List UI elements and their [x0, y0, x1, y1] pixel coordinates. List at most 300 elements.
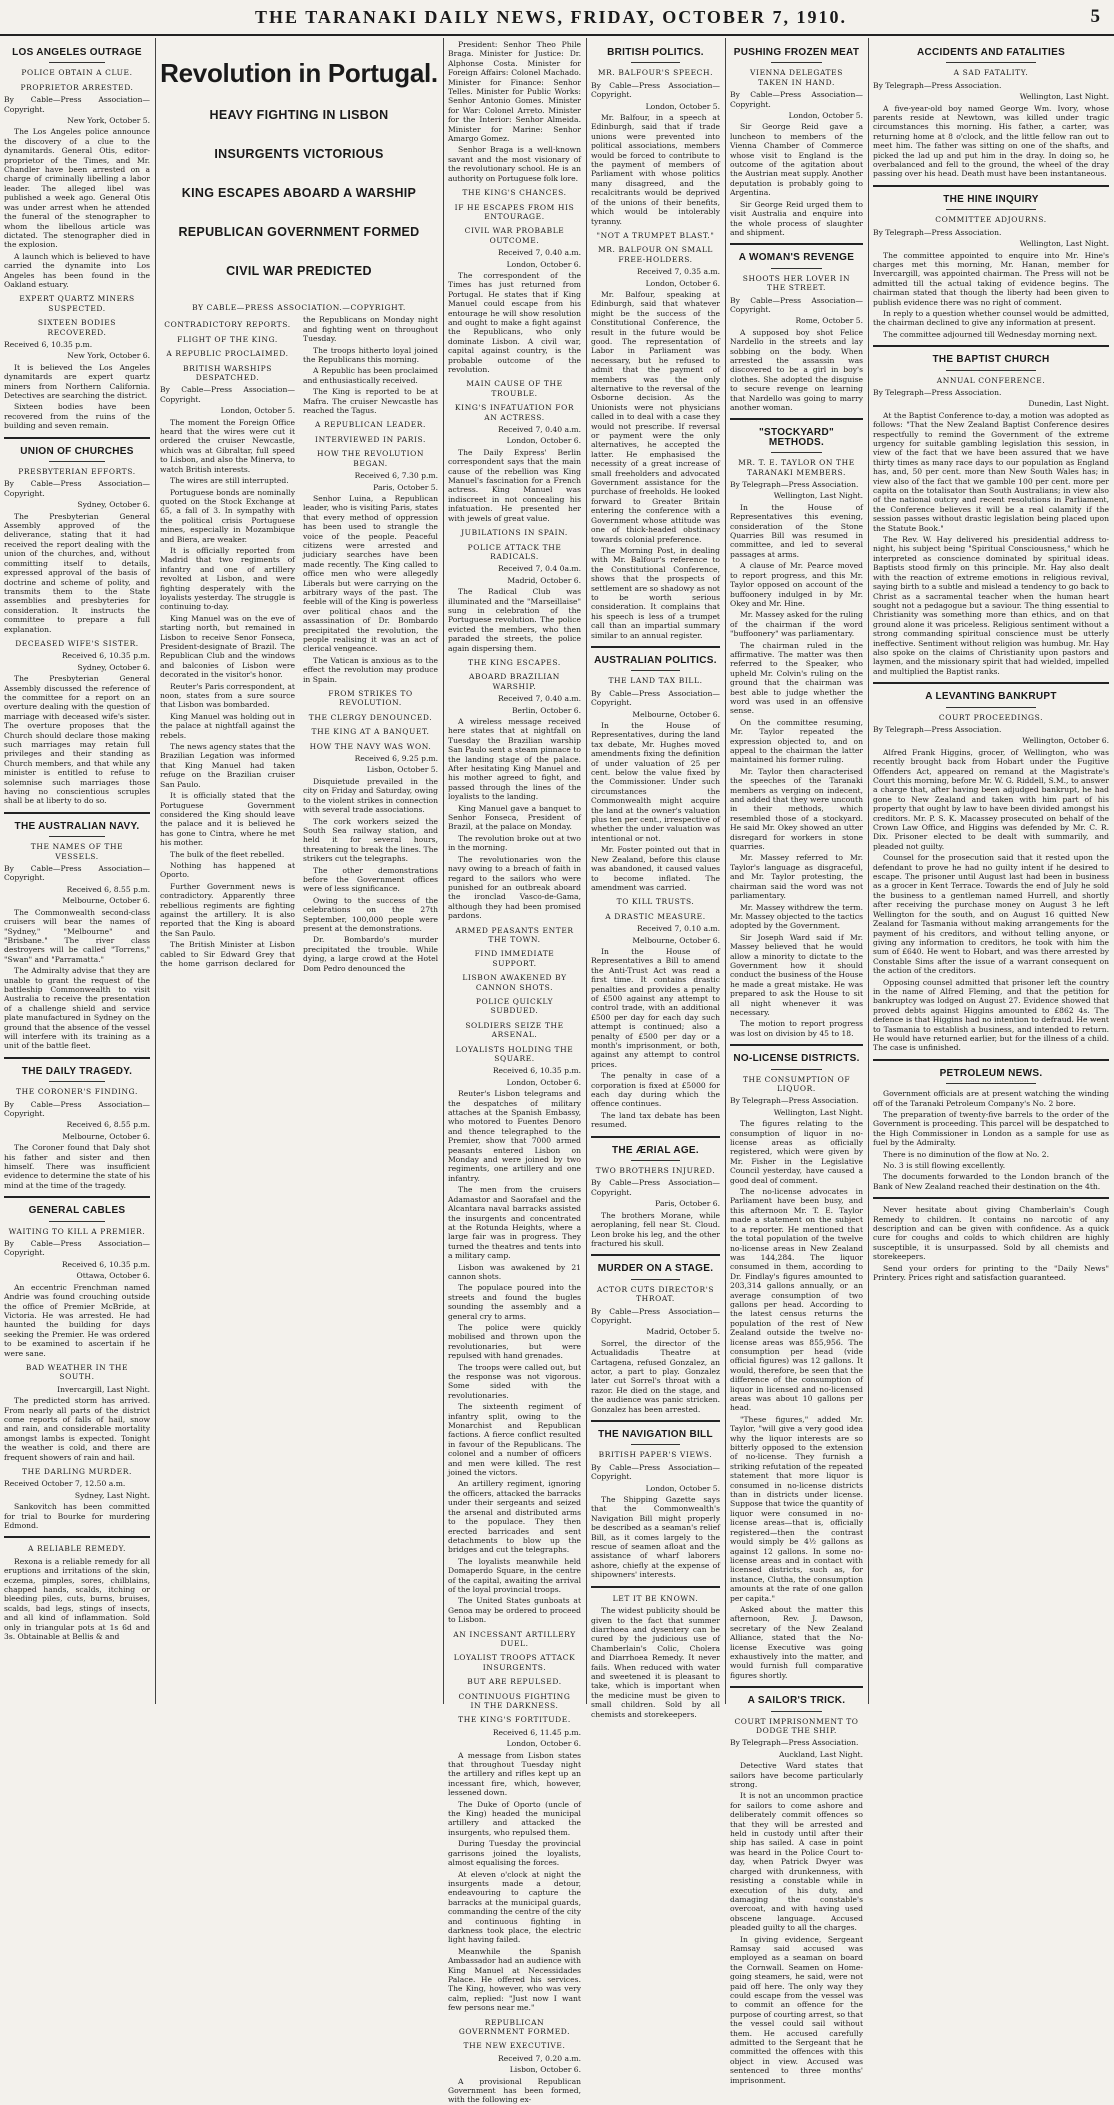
column-3: [448, 40, 581, 2105]
article-title: THE AUSTRALIAN NAVY.: [14, 820, 140, 832]
advertisement-text: Never hesitate about giving Chamberlain's Cough Remedy to children. It contains no narcotic of any description and can be given with confidence. As a quick cure for coughs and colds to which children are highly susceptible, it is unsurpassed. Sold by all chemists and storekeepers.: [873, 1205, 1109, 1262]
dateline: London, October 6.: [506, 1739, 581, 1749]
paragraph: A launch which is believed to have carried the dynamite into Los Angeles has been found in the Oakland estuary.: [4, 251, 150, 289]
subheading: PROPRIETOR ARRESTED.: [20, 82, 134, 92]
paragraph: Sankovitch has been committed for trial to Bourke for murdering Edmond.: [4, 1502, 150, 1531]
paragraph: The committee appointed to enquire into Mr. Hine's charges met this morning, Mr. Hanan, member for Invercargill, was appointed chairman. The Press will not be admitted till the actual taking of evidence begins. The chairman stated that though the liberty had been given to publish evidence there was no right of comment.: [873, 250, 1109, 307]
section-separator: [4, 1057, 150, 1059]
subheading: THE NAMES OF THE VESSELS.: [30, 842, 124, 861]
byline: By Telegraph—Press Association.: [873, 227, 1002, 237]
paragraph: Portuguese bonds are nominally quoted on the Stock Exchange at 65, a fall of 3. In sympathy with the political crisis Portuguese mines, especially in Mozambique and Biera, are weaker.: [160, 487, 295, 544]
subheading: THE LAND TAX BILL.: [608, 676, 703, 686]
article-title: UNION OF CHURCHES: [20, 445, 134, 457]
paragraph: At the Baptist Conference to-day, a motion was adopted as follows: "That the New Zealand Baptist Conference desires respectfully to remind the Government of the extreme urgency for suitable gambling legislation this session, in view of the fact that we have been assured that we have thirty times as many race days to our population as England has, and, 50 per cent. more than New South Wales has; in view also of the fact that we gamble 100 per cent. more per capita on the totalisator than South Australians; in view also of the national outcry and recent resolutions in Parliament, the Conference believes it will be a real calamity if the session passes without drastic legislation being placed upon the Statute Book.": [873, 410, 1109, 533]
newspaper-title: THE TARANAKI DAILY NEWS, FRIDAY, OCTOBER 7, 1910.: [255, 7, 847, 27]
dateline: Wellington, Last Night.: [773, 1107, 863, 1117]
paragraph: The police were quickly mobilised and thrown upon the revolutionaries, but were repulsed with hand grenades.: [448, 1322, 581, 1361]
subheading: REPUBLICAN GOVERNMENT FORMED.: [458, 2017, 571, 2036]
subheading: THE CLERGY DENOUNCED.: [308, 712, 433, 722]
divider: [946, 209, 1036, 210]
headline-deck: HEAVY FIGHTING IN LISBON: [209, 108, 389, 122]
subheading: THE NEW EXECUTIVE.: [463, 2041, 566, 2051]
paragraph: A clause of Mr. Pearce moved to report progress, and this Mr. Taylor opposed on account of the buffoonery indulged in by Mr. Okey and Mr. Hine.: [730, 561, 863, 608]
received-line: Received 7, 0.40 a.m.: [498, 694, 581, 704]
paragraph: Mr. Massey withdrew the term. Mr. Massey objected to the tactics adopted by the Government.: [730, 902, 863, 931]
subheading: MAIN CAUSE OF THE TROUBLE.: [466, 379, 563, 398]
received-line: Received 6, 10.35 p.m.: [4, 339, 93, 349]
subheading: A DRASTIC MEASURE.: [605, 911, 706, 921]
byline: By Cable—Press Association—Copyright.: [730, 295, 863, 314]
section-separator: [873, 1059, 1109, 1061]
dateline: Invercargill, Last Night.: [57, 1384, 150, 1394]
divider: [771, 268, 822, 269]
subheading: COURT IMPRISONMENT TO DODGE THE SHIP.: [734, 1716, 859, 1735]
article-title: ACCIDENTS AND FATALITIES: [916, 47, 1066, 58]
byline: By Cable—Press Association—Copyright.: [591, 1178, 720, 1197]
received-line: Received 7, 0.40 a.m.: [498, 248, 581, 258]
subheading: CONTRADICTORY REPORTS.: [164, 320, 291, 330]
section-separator: [591, 1254, 720, 1256]
paragraph: The land tax debate has been resumed.: [591, 1110, 720, 1130]
received-line: Received 6, 10.35 p.m.: [61, 651, 150, 661]
subheading: HOW THE NAVY WAS WON.: [309, 741, 432, 751]
subheading: FLIGHT OF THE KING.: [177, 334, 278, 344]
subheading: TWO BROTHERS INJURED.: [595, 1166, 716, 1176]
article-title: A WOMAN'S REVENGE: [738, 252, 855, 264]
paragraph: President: Senhor Theo Phile Braga. Minister for Justice: Dr. Alphonse Costa. Minister for Foreign Affairs: Colonel Machado. Minister for Finance: Senhor Telles. Minister for Public Works: Senhor Antonio Gomes. Minister for War: Colonel Arreto. Minister for the Interior: Senhor Almeida. Minister for Marine: Senhor Amargo Gomez.: [448, 40, 581, 144]
article-title: "STOCKYARD" METHODS.: [758, 427, 835, 448]
headline-deck: INSURGENTS VICTORIOUS: [214, 147, 384, 161]
subheading: ARMED PEASANTS ENTER THE TOWN.: [455, 925, 574, 944]
byline: By Cable—Press Association—Copyright.: [730, 90, 863, 109]
dateline: Rome, October 5.: [795, 316, 863, 326]
subheading: VIENNA DELEGATES TAKEN IN HAND.: [750, 68, 843, 87]
divider: [631, 62, 680, 63]
dateline: Auckland, Last Night.: [779, 1749, 863, 1759]
paragraph: The Morning Post, in dealing with Mr. Balfour's reference to the Constitutional Conference, shows that the prospects of settlement are so shadowy as not to be worth serious consideration. It complains that his speech is less of a trumpet call than an impartial summary similar to an annual register.: [591, 545, 720, 640]
subheading: FIND IMMEDIATE SUPPORT.: [474, 949, 555, 968]
subheading: THE KING'S CHANCES.: [462, 188, 567, 198]
subheading: PRESBYTERIAN EFFORTS.: [18, 467, 136, 477]
paragraph: The predicted storm has arrived. From nearly all parts of the district come reports of falls of hail, snow and rain, and considerable mortality amongst lambs is expected. Tonight the weather is cold, and there are frequent showers of rain and hail.: [4, 1396, 150, 1462]
received-line: Received 6, 10.35 p.m.: [492, 1066, 581, 1076]
paragraph: The populace poured into the streets and found the bugles sounding the assembly and a general cry to arms.: [448, 1283, 581, 1321]
dateline: Melbourne, October 6.: [632, 935, 720, 945]
paragraph: Sir George Reid gave a luncheon to members of the Vienna Chamber of Commerce whose visit to England is the outcome of the agitation about the Austrian meat supply. Another deputation is probably going to Argentina.: [730, 122, 863, 198]
divider: [631, 670, 680, 671]
byline: By Telegraph—Press Association.: [873, 80, 1002, 90]
received-line: Received 7, 0.20 a.m.: [498, 2053, 581, 2063]
paragraph: The moment the Foreign Office heard that the wires were cut it ordered the cruiser Newcastle, which was at Gibraltar, full speed to Lisbon, and also the Minerva, to watch British interests.: [160, 417, 295, 474]
article-title: THE ÆRIAL AGE.: [612, 1144, 699, 1156]
subheading: BRITISH WARSHIPS DESPATCHED.: [183, 363, 272, 383]
paragraph: King Manuel gave a banquet to Senhor Fonseca, President of Brazil, at the palace on Monday.: [448, 803, 581, 832]
subheading: POLICE OBTAIN A CLUE.: [21, 68, 133, 78]
article-title: A SAILOR'S TRICK.: [747, 1695, 846, 1707]
paragraph: Reuter's Lisbon telegrams and the despatches of military attaches at the Spanish Embassy, who motored to Fuentes Denoro and thence telegraphed to the Premier, show that 7000 armed peasants entered Lisbon on Monday and were joined by two regiments, one artillery and one infantry.: [448, 1089, 581, 1183]
paragraph: The brothers Morane, while aeroplaning, fell near St. Cloud. Leon broke his leg, and the other fractured his skull.: [591, 1210, 720, 1248]
divider: [946, 707, 1036, 708]
divider: [631, 1160, 680, 1161]
column-4: [591, 40, 720, 1719]
dateline: London, October 6.: [645, 278, 720, 288]
paragraph: The revolution broke out at two in the morning.: [448, 833, 581, 853]
article-title: GENERAL CABLES: [28, 1205, 126, 1217]
subheading: DECEASED WIFE'S SISTER.: [15, 638, 139, 648]
advertisement-text: Send your orders for printing to the "Daily News" Printery. Prices right and satisfaction guaranteed.: [873, 1263, 1109, 1283]
subheading: CIVIL WAR PROBABLE OUTCOME.: [464, 226, 565, 245]
paragraph: Senhor Braga is a well-known savant and the most visionary of the revolutionary school. He is an authority on Portuguese folk lore.: [448, 145, 581, 183]
paragraph: Senhor Luina, a Republican leader, who is visiting Paris, states that every method of oppression has been used to strangle the voice of the people. Peaceful citizens were arrested and judiciary searches have been made recently. The King called to office men who were allegedly Liberals but were carrying on the arbitrary ways of the past. The feeble will of the King is powerless over political chaos and the assassination of Dr. Bombardo precipitated the revolution, the people realising it was an act of clerical vengeance.: [303, 493, 438, 654]
paragraph: The sixteenth regiment of infantry split, owing to the Monarchist and Republican factions. A fierce conflict resulted in favour of the Republicans. The colonel and a number of officers and men were killed. The rest joined the victors.: [448, 1402, 581, 1478]
paragraph: The cork workers seized the South Sea railway station, and held it for several hours, threatening to break the lines. The strikers cut the telegraphs.: [303, 816, 438, 864]
dateline: Sydney, October 6.: [77, 662, 150, 672]
dateline: Madrid, October 6.: [507, 575, 581, 585]
subheading: IF HE ESCAPES FROM HIS ENTOURAGE.: [454, 202, 575, 221]
subheading: WAITING TO KILL A PREMIER.: [8, 1226, 146, 1236]
subheading: EXPERT QUARTZ MINERS SUSPECTED.: [19, 294, 135, 313]
paragraph: The King is reported to be at Mafra. The cruiser Newcastle has reached the Tagus.: [303, 387, 438, 416]
dateline: London, October 6.: [506, 1077, 581, 1087]
paragraph: The chairman ruled in the affirmative. The matter was then referred to the Speaker, who upheld Mr. Colvin's ruling on the ground that the chairman was best able to judge whether the word was used in an offensive sense.: [730, 640, 863, 716]
paragraph: On the committee resuming, Mr. Taylor repeated the expression objected to, and on appeal to the chairman the latter maintained his former ruling.: [730, 717, 863, 765]
received-line: Received October 7, 12.50 a.m.: [4, 1479, 126, 1489]
divider: [49, 62, 104, 63]
byline: By Cable—Press Association—Copyright.: [591, 1462, 720, 1482]
paragraph: The troops hitherto loyal joined the Republicans this morning.: [303, 345, 438, 365]
paragraph: Detective Ward states that sailors have become particularly strong.: [730, 1761, 863, 1790]
paragraph: The Shipping Gazette says that the Commonwealth's Navigation Bill might properly be described as a seaman's relief Bill, as it comes largely to the rescue of seamen afloat and the assistance of wharf laborers ashore, chiefly at the expense of shipowners' interests.: [591, 1495, 720, 1580]
subheading: AN INCESSANT ARTILLERY DUEL.: [453, 1629, 576, 1648]
section-separator: [873, 682, 1109, 684]
byline: By Cable—Press Association—Copyright.: [160, 385, 295, 404]
section-separator: [4, 437, 150, 439]
subheading: HOW THE REVOLUTION BEGAN.: [316, 449, 425, 468]
subheading: SOLDIERS SEIZE THE ARSENAL.: [465, 1020, 564, 1040]
section-separator: [4, 812, 150, 814]
article-title: THE BAPTIST CHURCH: [932, 354, 1050, 366]
dateline: New York, October 6.: [67, 351, 150, 361]
dateline: London, October 5.: [645, 101, 720, 111]
subheading: COMMITTEE ADJOURNS.: [935, 215, 1047, 225]
paragraph: The preparation of twenty-five barrels to the order of the Government is proceeding. This parcel will be despatched to the High Commissioner in London as a sample for use as fuel by the Admiralty.: [873, 1110, 1109, 1148]
paragraph: Government officials are at present watching the winding off of the Taranaki Petroleum Company's No. 2 bore.: [873, 1089, 1109, 1108]
received-line: Received 6, 9.25 p.m.: [354, 754, 438, 764]
advertisement-heading: A RELIABLE REMEDY.: [27, 1544, 127, 1554]
paragraph: "These figures," added Mr. Taylor, "will give a very good idea why the liquor interests are so bitterly opposed to the extension of no-license. They furnish a striking refutation of the repeated statement that more liquor is consumed in no-license districts than in districts under license. Suppose that twice the quantity of liquor were consumed in no-license areas—that is, officially registered—then the contrast would simply be 4½ gallons as against 12 gallons. In some no-license areas and in contact with licensed districts, such as, for instance, Clutha, the consumption amounts at the rate of one gallon per capita.": [730, 1414, 863, 1603]
paragraph: The Vatican is anxious as to the effect the revolution may produce in Spain.: [303, 655, 438, 684]
paragraph: Sorrel, the director of the Actualidadis Theatre at Cartagena, refused Gonzalez, an actor, a part to play. Gonzalez later cut Sorrel's throat with a razor. He died on the stage, and the audience was panic stricken. Gonzalez has been arrested.: [591, 1338, 720, 1414]
received-line: Received 6, 8.55 p.m.: [66, 1120, 150, 1130]
paragraph: The loyalists meanwhile held Domaperdo Square, in the centre of the capital, awaiting the arrival of the loyal provincial troops.: [448, 1556, 581, 1594]
column-rule: [155, 38, 156, 1704]
dateline: London, October 6.: [506, 436, 581, 446]
paragraph: The other demonstrations before the Government offices were of less significance.: [303, 865, 438, 894]
divider: [946, 370, 1036, 371]
divider: [946, 62, 1036, 63]
byline: By Cable—Press Association—Copyright.: [4, 864, 150, 883]
subheading: COURT PROCEEDINGS.: [938, 712, 1044, 722]
subheading: LOYALIST TROOPS ATTACK INSURGENTS.: [453, 1653, 576, 1672]
paragraph: Counsel for the prosecution said that it rested upon the defendant to prove he had no guilty intent if he desired to escape. The prisoner until August last had been in business as a grocer in Kent Terrace. Towards the end of July he sold the business to a gentleman named Hurrell, and shortly after receiving the purchase money on August 3 he left Wellington for the south, and on August 16 quitted New Zealand for Tasmania without making arrangements for the payment of his creditors, and without telling anyone, or giving any information to creditors, he took with him the sum of £640. He went to Hobart, and was there arrested by Constable Sims after the issue of a warrant consequent on the action of the creditors.: [873, 853, 1109, 976]
paragraph: In the House of Representatives a Bill to amend the Anti-Trust Act was read a first time. It contains drastic penalties and provides a penalty of £500 against any attempt to control trade, with an additional £500 per day for each day such attempt is continued; also a penalty of £500 per day or a month's imprisonment, or both, against any attempt to control prices.: [591, 946, 720, 1069]
headline-deck: REPUBLICAN GOVERNMENT FORMED: [178, 225, 420, 239]
paragraph: The Commonwealth second-class cruisers will bear the names of "Sydney," "Melbourne" and "Brisbane." The river class destroyers will be called "Torrens," "Swan" and "Parramatta.": [4, 907, 150, 964]
divider: [631, 1444, 680, 1445]
article-title: LOS ANGELES OUTRAGE: [12, 47, 142, 58]
paragraph: It is not an uncommon practice for sailors to come ashore and deliberately commit offences so that they will be arrested and held in custody until after their ship has sailed. A case in point was heard in the Police Court to-day, when Patrick Dwyer was charged with drunkenness, with resisting a constable while in execution of his duty, and damaging the constable's overcoat, and with having used obscene language. Accused pleaded guilty to all the charges.: [730, 1791, 863, 1933]
subheading: BRITISH PAPER'S VIEWS.: [598, 1450, 713, 1460]
dateline: Wellington, Last Night.: [1019, 239, 1109, 249]
subheading: THE CONSUMPTION OF LIQUOR.: [742, 1074, 851, 1093]
section-separator: [4, 1536, 150, 1538]
byline: By Cable—Press Association—Copyright.: [4, 479, 150, 498]
divider: [49, 836, 104, 837]
paragraph: Mr. Massey referred to Mr. Taylor's language as disgraceful, and Mr. Taylor protesting, the chairman said the word was not parliamentary.: [730, 853, 863, 901]
paragraph: Opposing counsel admitted that prisoner left the country in the name of Alfred Fleming, and that the petition for bankruptcy was lodged on August 27. Evidence showed that proved debts against Higgins amounted to £862 4s. The defence is that Higgins had no intention to defraud. He went to Tasmania to establish a business, and intended to return. He would have returned earlier, but for the illness of a child. The case is unfinished.: [873, 977, 1109, 1053]
paragraph: The Presbyterian General Assembly discussed the reference of the committee for a report on an overture dealing with the question of marriage with deceased wife's sister. The overture proposes that the Church should declare those making such marriages may retain full privileges and their standing as Church members, and that while any minister is entitled to refuse to solemnise such marriages those having no conscientious scruples shall be at liberty to do so.: [4, 674, 150, 806]
section-separator: [591, 1420, 720, 1422]
article-title: A LEVANTING BANKRUPT: [925, 691, 1057, 703]
subheading: CONTINUOUS FIGHTING IN THE DARKNESS.: [458, 1691, 571, 1710]
divider: [771, 1069, 822, 1070]
divider: [49, 461, 104, 462]
article-title: THE DAILY TRAGEDY.: [21, 1065, 133, 1077]
paragraph: Mr. Foster pointed out that in New Zealand, before this clause was abandoned, it caused values to become inflated. The amendment was carried.: [591, 845, 720, 892]
subheading: MR. BALFOUR'S SPEECH.: [597, 68, 714, 78]
dateline: Melbourne, October 6.: [62, 896, 150, 906]
paragraph: The Presbyterian General Assembly approved of the deliverance, stating that it had received the report dealing with the union of the churches, and, without committing itself to details, expressed approval of the basis of doctrine and scheme of polity, and transmits them to the State assemblies and presbyteries for consideration. It instructs the committee to prepare a full explanation.: [4, 511, 150, 634]
article-title: NO-LICENSE DISTRICTS.: [733, 1053, 860, 1065]
byline: By Cable—Press Association—Copyright.: [4, 1239, 150, 1258]
byline: By Cable—Press Association—Copyright.: [591, 688, 720, 708]
article-title: THE NAVIGATION BILL: [598, 1429, 713, 1440]
section-separator: [4, 1196, 150, 1198]
dateline: New York, October 5.: [67, 116, 150, 126]
divider: [49, 1221, 104, 1222]
paragraph: The news agency states that the Brazilian Legation was informed that King Manuel had taken refuge on the Brazilian cruiser San Paulo.: [160, 742, 295, 789]
paragraph: King Manuel was holding out in the palace at nightfall against the rebels.: [160, 711, 295, 740]
article-title: PETROLEUM NEWS.: [939, 1067, 1043, 1079]
paragraph: The bulk of the fleet rebelled.: [170, 849, 285, 859]
subheading: ANNUAL CONFERENCE.: [936, 375, 1046, 385]
paragraph: The Coroner found that Daly shot his father and sister and then himself. There was insufficient evidence to determine the state of his mind at the time of the tragedy.: [4, 1143, 150, 1190]
paragraph: During Tuesday the provincial garrisons joined the loyalists, almost equalising the forces.: [448, 1839, 581, 1868]
paragraph: Sir Joseph Ward said if Mr. Massey believed that he would allow a minority to dictate to the Government how it should conduct the business of the House he made a great mistake. He was prepared to ask the House to sit all night whenever it was necessary.: [730, 932, 863, 1017]
received-line: Received 7, 0.40 a.m.: [498, 425, 581, 435]
paragraph: The Admiralty advise that they are unable to grant the request of the battleship Commonwealth to visit Australia to receive the presentation of a challenge shield and service plate manufactured in Sydney on the ground that the absence of the vessel will interfere with its training as a unit of the battle fleet.: [4, 966, 150, 1051]
paragraph: The Los Angeles police announce the discovery of a clue to the dynamitards. General Otis, editor-proprietor of the Times, and Mr. Chandler have been arrested on a charge of criminally libelling a labor leader. The alleged libel was published a week ago. General Otis was under arrest when he attended the funeral of the stenographer to whom the libellous article was dictated. The stenographer died in the explosion.: [4, 127, 150, 250]
lead-article-body: [160, 315, 438, 973]
byline: By Cable—Press Association—Copyright.: [4, 1099, 150, 1118]
paragraph: The Duke of Oporto (uncle of the King) headed the municipal artillery and attacked the insurgents, who repulsed them.: [448, 1799, 581, 1837]
divider: [49, 1081, 104, 1082]
paragraph: Mr. Massey asked for the ruling of the chairman if the word "buffoonery" was parliamentary.: [730, 610, 863, 639]
main-headline: Revolution in Portugal.: [160, 58, 438, 88]
byline: By Telegraph—Press Association.: [730, 480, 859, 490]
paragraph: It is officially reported from Madrid that two regiments of infantry and one of artillery revolted at Lisbon, and were fighting desperately with the loyalists yesterday. The struggle is continuing to-day.: [160, 545, 295, 612]
paragraph: A supposed boy shot Felice Nardello in the streets and lay sobbing on the body. When arrested the assassin was discovered to be a girl in boy's clothes. She adopted the disguise to secure revenge on learning that Nardello was going to marry another woman.: [730, 327, 863, 412]
paragraph: There is no diminution of the flow at No. 2.: [883, 1149, 1050, 1159]
paragraph: The Radical Club was illuminated and the "Marseillaise" sung in celebration of the Portuguese revolution. The police evicted the members, who then paraded the streets, the police again dispersing them.: [448, 587, 581, 653]
column-2: [160, 40, 438, 1704]
subheading: A SAD FATALITY.: [953, 68, 1029, 78]
subheading: BUT ARE REPULSED.: [467, 1677, 562, 1687]
advertisement-text: Rexona is a reliable remedy for all eruptions and irritations of the skin, eczema, pimples, sores, chilblains, chapped hands, scalds, itching or bleeding piles, cuts, burns, bruises, scalds, bad legs, stings of insects, and all kind of inflammation. Sold only in triangular pots at 1s 6d and 3s. Obtainable at Bellis & and: [4, 1556, 150, 1642]
column-rule: [725, 38, 726, 1704]
dateline: Lisbon, October 6.: [509, 2065, 581, 2075]
paragraph: Nothing has happened at Oporto.: [160, 860, 295, 880]
paragraph: In the House of Representatives, during the land tax debate, Mr. Hughes moved amendments fixing the definition of under valuation of 25 per cent. below the value fixed by the Commissioner. Under such circumstances the Commonwealth might acquire the land at the owner's valuation plus ten per cent., irrespective of whether the under valuation was intentional or not.: [591, 721, 720, 843]
section-separator: [591, 1136, 720, 1138]
paragraph: The Rev. W. Hay delivered his presidential address to-night, his subject being "Spiritual Consciousness," which he interpreted as conscience dominated by spiritual ideas. Baptists stood firmly on this principle. Mr. Hay also dealt with the reaction of extreme emotions in religious revival, saying birth to a subtle and mislead a tendency to go back to Christ as a sacramental teacher when the human heart sought not a pedagogue but a saviour. The thing essential to Christianity was something more than ethics, and on that ground alone it was priceless. Religious sentiment without a strong commanding spiritual conscience must be utterly ineffective. Sentiment without religion was humbug. Mr. Hay also spoke on the claims of Christianity upon pastors and laymen, and the missionary spirit that had wielded, impelled and multiplied the Baptist ranks.: [873, 535, 1109, 676]
received-line: Received 7, 0.4 0a.m.: [498, 564, 581, 574]
paragraph: A Republic has been proclaimed and enthusiastically received.: [303, 366, 438, 385]
paragraph: A provisional Republican Government has been formed, with the following ex-: [448, 2076, 581, 2105]
section-separator: [591, 646, 720, 648]
subheading: SHOOTS HER LOVER IN THE STREET.: [742, 273, 851, 293]
section-separator: [873, 345, 1109, 347]
masthead: [0, 0, 1114, 36]
subheading: THE KING ESCAPES.: [468, 657, 561, 667]
paragraph: No. 3 is still flowing excellently.: [883, 1161, 1006, 1171]
section-separator: [730, 1044, 863, 1046]
divider: [946, 1083, 1036, 1084]
dateline: Paris, October 5.: [373, 482, 438, 492]
subheading: A REPUBLICAN LEADER.: [314, 420, 427, 430]
byline: By Cable—Press Association—Copyright.: [591, 1306, 720, 1325]
received-line: Received 7, 0.35 a.m.: [637, 267, 720, 277]
dateline: Wellington, Last Night.: [1019, 92, 1109, 102]
dateline: Dunedin, Last Night.: [1028, 399, 1109, 409]
advertisement-text: The widest publicity should be given to the fact that summer diarrhoea and dysentery can be cured by the judicious use of Chamberlain's Colic, Cholera and Diarrhoea Remedy. It never fails. When reduced with water and sweetened it is pleasant to take, which is important when the medicine must be given to small children. Sold by all chemists and storekeepers.: [591, 1606, 720, 1719]
paragraph: Meanwhile the Spanish Ambassador had an audience with King Manuel at Necessidades Palace. He offered his services. The King, however, who was very calm, replied: "Just now I want few persons near me.": [448, 1946, 581, 2013]
paragraph: In giving evidence, Sergeant Ramsay said accused was employed as a seaman on board the Cornwall. Seamen on Home-going steamers, he said, were not paid off here. The only way they could escape from the vessel was to commit an offence for the purpose of courting arrest, so that the vessel could sail without them. He accused carefully admitted to the Sergeant that he committed the offences with this object in view. Accused was sentenced to three months' imprisonment.: [730, 1934, 863, 2085]
dateline: Melbourne, October 6.: [632, 709, 720, 719]
subheading: "NOT A TRUMPET BLAST.": [596, 230, 715, 240]
subheading: SIXTEEN BODIES RECOVERED.: [37, 318, 117, 337]
subheading: BAD WEATHER IN THE SOUTH.: [25, 1362, 129, 1382]
section-separator: [591, 1586, 720, 1588]
paragraph: In reply to a question whether counsel would be admitted, the chairman declined to give any information at present.: [873, 308, 1109, 328]
subheading: THE KING'S FORTITUDE.: [458, 1715, 571, 1725]
paragraph: The troops were called out, but the response was not vigorous. Some sided with the revolutionaries.: [448, 1362, 581, 1400]
section-separator: [730, 418, 863, 420]
subheading: LISBON AWAKENED BY CANNON SHOTS.: [462, 973, 567, 992]
column-5: [730, 40, 863, 2085]
subheading: A REPUBLIC PROCLAIMED.: [166, 349, 289, 359]
byline: BY CABLE—PRESS ASSOCIATION.—COPYRIGHT.: [192, 303, 406, 312]
subheading: INTERVIEWED IN PARIS.: [315, 434, 426, 444]
paragraph: Mr. Balfour, speaking at Edinburgh, said that whatever might be the success of the Constitutional Conference, the result in the future would be good. The representation of Labor in Parliament was necessary, but he refused to admit that the payment of members was the only alternative to the reversal of the Osborne decision. As the Unionists were not physicians called in to deal with a case they would not prescribe. If reversal or payment were the only alternatives, he accepted the latter. He emphasised the necessity of a great increase of small freeholders and advocated Government assistance for the purchase of freeholds. He looked forward to Greater Britain entering the conference with a Government whose attitude was one of thick-headed obstinacy towards colonial preference.: [591, 289, 720, 544]
subheading: FROM STRIKES TO REVOLUTION.: [328, 689, 413, 708]
divider: [771, 62, 822, 63]
subheading: POLICE QUICKLY SUBDUED.: [475, 996, 554, 1016]
byline: By Cable—Press Association—Copyright.: [591, 80, 720, 100]
subheading: ABOARD BRAZILIAN WARSHIP.: [469, 672, 560, 691]
subheading: KING'S INFATUATION FOR AN ACTRESS.: [454, 403, 575, 422]
dateline: Wellington, October 6.: [1022, 736, 1109, 746]
advertisement-heading: LET IT BE KNOWN.: [612, 1593, 699, 1603]
section-separator: [873, 185, 1109, 187]
byline: By Telegraph—Press Association.: [730, 1738, 859, 1748]
paragraph: Sir George Reid urged them to visit Australia and enquire into the whole process of slaughter and shipment.: [730, 199, 863, 237]
paragraph: Reuter's Paris correspondent, at noon, states from a sure source that Lisbon was bombarded.: [160, 681, 295, 710]
dateline: Sydney, Last Night.: [74, 1490, 150, 1500]
column-rule: [586, 38, 587, 1704]
paragraph: King Manuel was on the eve of starting north, but remained in Lisbon to receive Senor Fonseca, President-designate of Brazil. The Republican Club and the windows and balconies of Lisbon were decorated in the visitor's honor.: [160, 613, 295, 680]
received-line: Received 6, 11.45 p.m.: [492, 1727, 581, 1737]
divider: [631, 1279, 680, 1280]
paragraph: Lisbon was awakened by 21 cannon shots.: [448, 1262, 581, 1281]
column-6: [873, 40, 1109, 1704]
paragraph: The no-license advocates in Parliament have been busy, and this afternoon Mr. T. E. Taylor made a statement on the subject to a reporter. He mentioned that the total population of the twelve no-license areas in New Zealand was 144,284. The liquor consumed in them, according to Dr. Findlay's figures amounted to 203,314 gallons annually, or an average consumption of two gallons per head. According to the latest census returns the population of the rest of New Zealand outside the twelve no-license areas was 855,956. The consumption per head (vide official figures) was 12 gallons. It would, therefore, be seen that the difference of the consumption of liquor in licensed and no-licensed areas was about 10 gallons per head.: [730, 1187, 863, 1413]
subheading: ACTOR CUTS DIRECTOR'S THROAT.: [596, 1284, 715, 1304]
dateline: London, October 5.: [220, 406, 295, 416]
section-separator: [730, 243, 863, 245]
subheading: LOYALISTS HOLDING THE SQUARE.: [455, 1044, 574, 1063]
paragraph: Mr. Taylor then characterised the speeches of the Taranaki members as verging on indecent, and added that they were uncouth in their methods, which resembled those of a stockyard. He said Mr. Okey showed an utter disregard for workers in stone quarries.: [730, 766, 863, 852]
dateline: Melbourne, October 6.: [62, 1131, 150, 1141]
subheading: MR. BALFOUR ON SMALL FREE-HOLDERS.: [598, 245, 713, 264]
subheading: POLICE ATTACK THE RADICALS.: [467, 542, 562, 561]
column-rule: [868, 38, 869, 1704]
subheading: MR. T. E. TAYLOR ON THE TARANAKI MEMBERS.: [738, 458, 855, 477]
paragraph: A wireless message received here states that at nightfall on Tuesday the Brazilian warship San Paulo sent a steam pinnace to the landing stage of the palace. After hesitating King Manuel and his mother agreed to fight, and passed through the lines of the loyalists to the landing.: [448, 717, 581, 802]
page-number: 5: [1090, 6, 1100, 27]
byline: By Telegraph—Press Association.: [873, 724, 1002, 734]
paragraph: The figures relating to the consumption of liquor in no-license areas as officially registered, which were given by Mr. Fisher in the Legislative Council yesterday, have caused a good deal of comment.: [730, 1119, 863, 1185]
paragraph: In the House of Representatives this evening, consideration of the Stone Quarries Bill was resumed in committee, and led to several passages at arms.: [730, 502, 863, 559]
paragraph: The motion to report progress was lost on division by 45 to 18.: [730, 1019, 863, 1038]
dateline: London, October 6.: [506, 259, 581, 269]
paragraph: It is believed the Los Angeles dynamitards are expert quartz miners from Northern California. Detectives are searching the district.: [4, 362, 150, 400]
byline: By Cable—Press Association—Copyright.: [4, 95, 150, 114]
divider: [771, 1711, 822, 1712]
section-separator: [873, 1197, 1109, 1199]
paragraph: Mr. Balfour, in a speech at Edinburgh, said that if trade unions were prevented into political associations, members would be forced to contribute to the payment of members of Parliament with whose politics many disagreed, and the recalcitrants would be deprived of the unions of their benefits, which would be intolerably tyranny.: [591, 113, 720, 226]
subheading: TO KILL TRUSTS.: [616, 897, 695, 907]
paragraph: Asked about the matter this afternoon, Rev. J. Dawson, secretary of the New Zealand Alliance, stated that the No-license Executive was going exhaustively into the matter, and would furnish full comparative figures shortly.: [730, 1604, 863, 1680]
dateline: Madrid, October 5.: [646, 1327, 720, 1337]
dateline: Paris, October 6.: [655, 1199, 720, 1209]
paragraph: The revolutionaries won the navy owing to a breach of faith in regard to the sailors who were punished for an outbreak aboard the ironclad Vasco-de-Gama, although they had been promised pardons.: [448, 854, 581, 921]
dateline: Lisbon, October 5.: [366, 765, 438, 775]
paragraph: The men from the cruisers Adamastor and Saorafael and the Alcantara naval barracks assisted the insurgents and concentrated at the Rotunda Heights, where a large fair was in progress. They turned the theatres and tents into a military camp.: [448, 1185, 581, 1261]
paragraph: Further Government news is contradictory. Apparently three rebellious regiments are fighting against the artillery. It is also reported that the King is aboard the San Paulo.: [160, 881, 295, 938]
received-line: Received 6, 8.55 p.m.: [66, 884, 150, 894]
paragraph: The United States gunboats at Genoa may be ordered to proceed to Lisbon.: [448, 1596, 581, 1625]
column-rule: [443, 38, 444, 1704]
dateline: London, October 5.: [788, 111, 863, 121]
paragraph: The committee adjourned till Wednesday morning next.: [883, 329, 1098, 339]
dateline: Berlin, October 6.: [511, 705, 581, 715]
paragraph: The correspondent of the Times has just returned from Portugal. He states that if King Manuel could escape from his entourage he will show resolution and ought to make a fight against the Republicans, who only dominate Lisbon. A civil war, capital against country, is the probable outcome of the revolution.: [448, 270, 581, 374]
dateline: London, October 5.: [645, 1483, 720, 1493]
paragraph: Owing to the success of the celebrations on the 27th September, 100,000 people were present at the demonstrations.: [303, 895, 438, 933]
byline: By Telegraph—Press Association.: [730, 1096, 859, 1106]
article-title: MURDER ON A STAGE.: [597, 1263, 714, 1275]
paragraph: It is officially stated that the Portuguese Government considered the King should leave the palace and it is believed he has gone to Cintra, where he met his mother.: [160, 791, 295, 848]
subheading: JUBILATIONS IN SPAIN.: [461, 528, 568, 538]
paragraph: A five-year-old boy named George Wm. Ivory, whose parents reside at Newtown, was killed under tragic circumstances this morning. His father, a carter, was returning home at 8 o'clock, and the little fellow ran out to meet him. The father was sitting on one of the shafts, and picked the lad up and put him in the dray. In doing so, he overbalanced and fell to the ground, the wheel of the dray passing over his head. Death must have been instantaneous.: [873, 103, 1109, 179]
paragraph: Dr. Bombardo's murder precipitated the trouble. While dying, a large crowd at the Hotel Dom Pedro denounced the: [303, 935, 438, 973]
headline-deck: KING ESCAPES ABOARD A WARSHIP: [181, 186, 417, 200]
paragraph: The Daily Express' Berlin correspondent says that the main cause of the rebellion was King Manuel's fascination for a French actress. King Manuel was indiscreet in not concealing his infatuation. He presented her with jewels of great value.: [448, 447, 581, 523]
received-line: Received 7, 0.10 a.m.: [637, 924, 720, 934]
dateline: Sydney, October 6.: [77, 500, 150, 510]
paragraph: An artillery regiment, ignoring the officers, attacked the barracks under their sergeants and seized the arsenal and distributed arms to the populace. They then erected barricades and sent detachments to blow up the bridges and cut the telegraphs.: [448, 1479, 581, 1555]
